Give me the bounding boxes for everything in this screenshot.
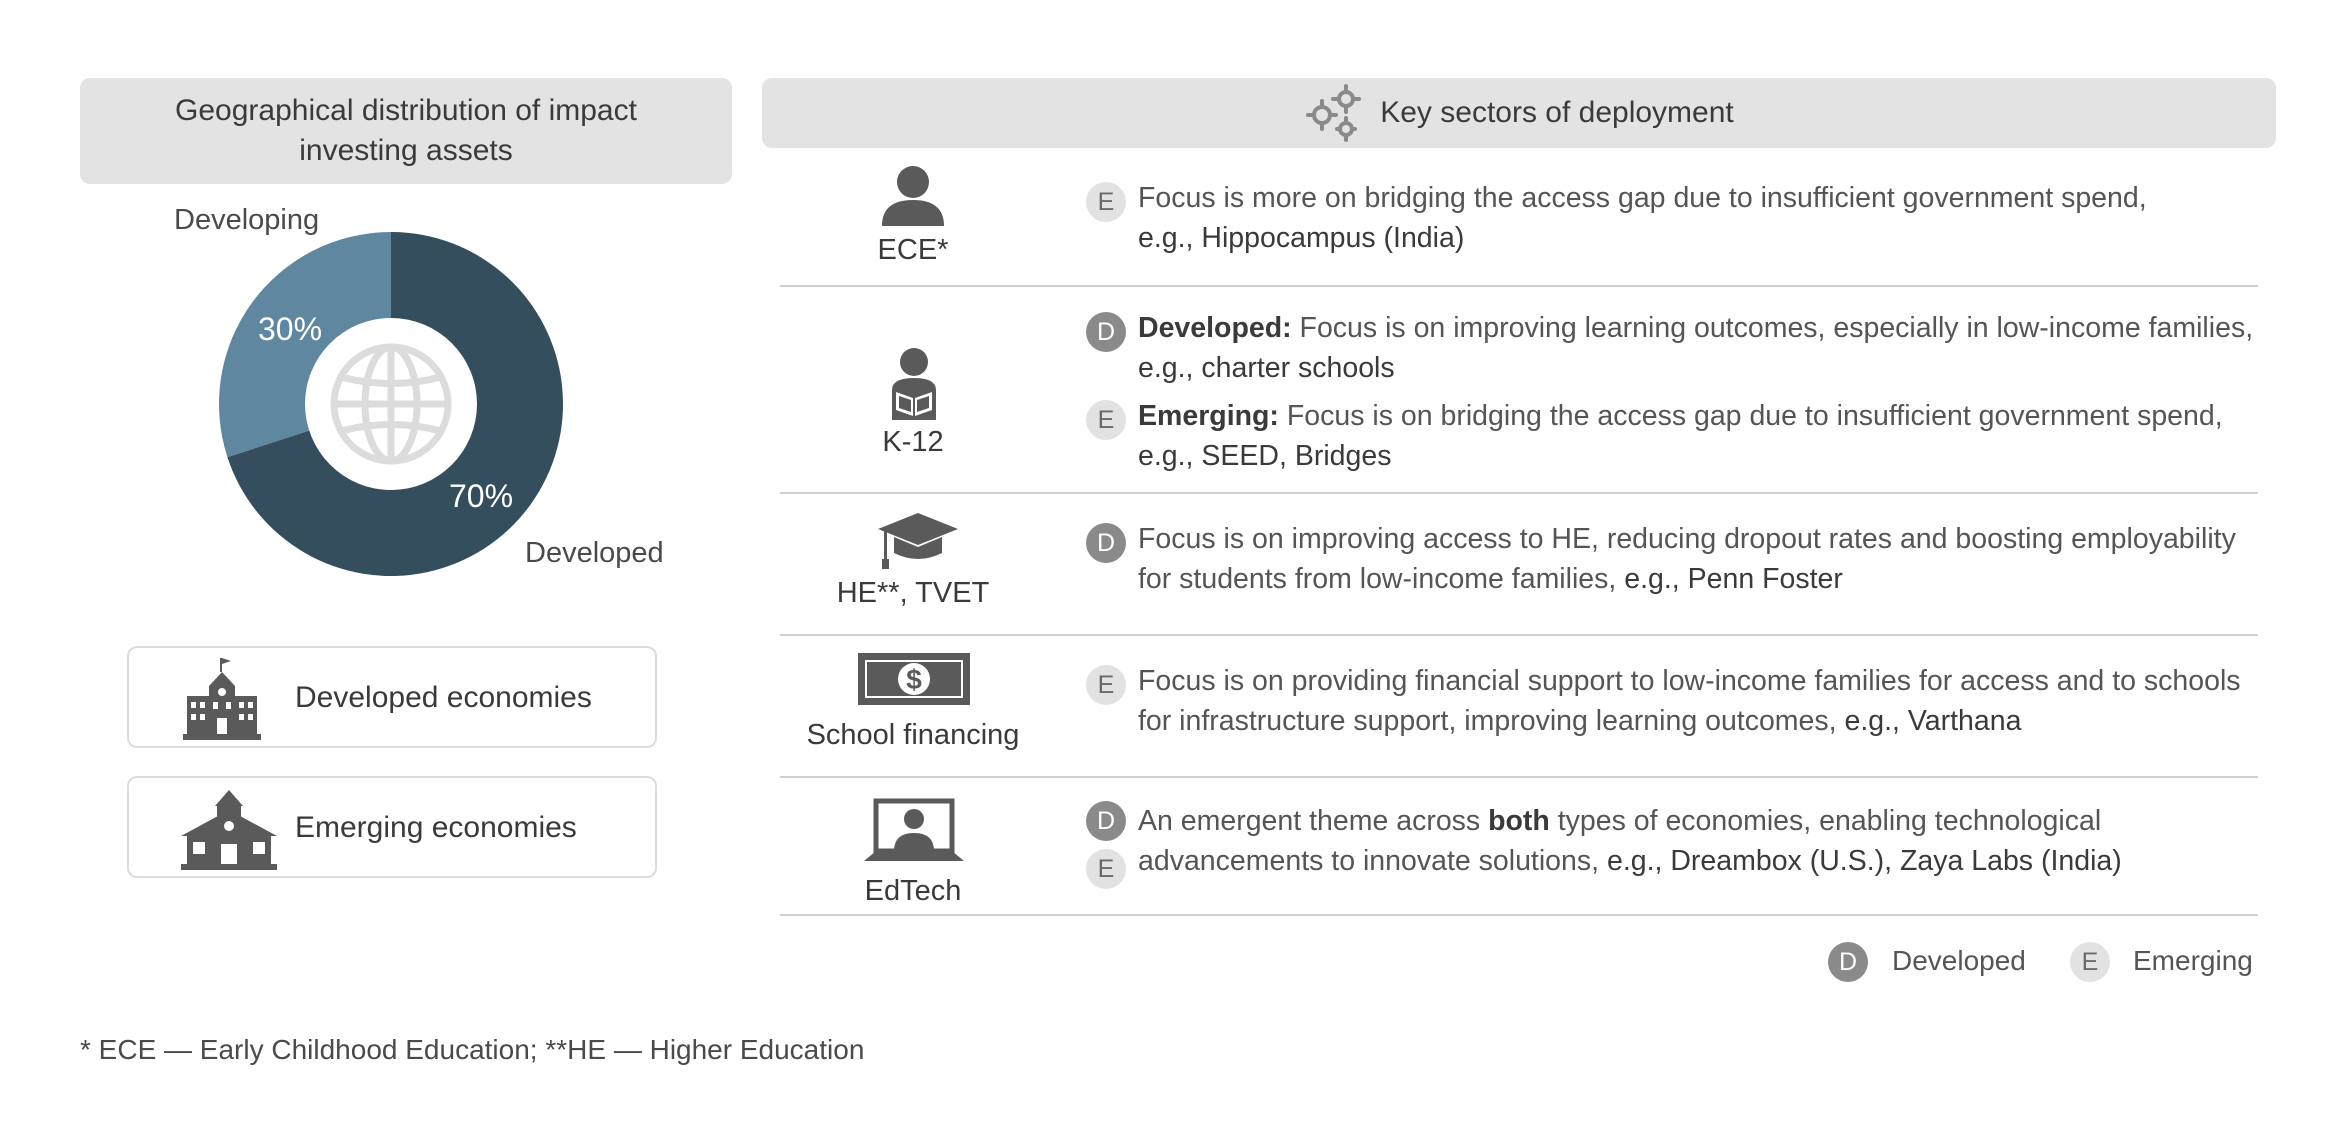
key-badge-emerging: E	[2070, 942, 2110, 982]
row-divider	[780, 776, 2258, 778]
desc-example: e.g., charter schools	[1138, 352, 1395, 384]
desc-emphasis: both	[1488, 805, 1550, 837]
badge-emerging: E	[1086, 400, 1126, 440]
badge-developed: D	[1086, 312, 1126, 352]
row-divider	[780, 634, 2258, 636]
sector-row-ece	[780, 160, 2258, 286]
legend-developed-economies	[127, 646, 657, 748]
slice-label-developing: Developing	[174, 204, 320, 236]
desc-example: e.g., SEED, Bridges	[1138, 440, 1392, 472]
donut-chart	[0, 0, 740, 620]
sectors-panel-title	[762, 78, 2276, 148]
slice-value-label-developing: 30%	[257, 311, 323, 347]
schoolhouse-icon	[179, 786, 279, 872]
slice-value-label-developed: 70%	[448, 478, 514, 514]
sectors-title-text: Key sectors of deployment	[1380, 96, 1734, 129]
slice-label-developed: Developed	[525, 537, 664, 569]
sector-name-school-financing: School financing	[806, 719, 1020, 751]
sector-desc-k12-developed	[1138, 308, 2258, 388]
legend-emerging-economies	[127, 776, 657, 878]
sector-name-edtech: EdTech	[864, 875, 962, 907]
desc-text: types of economies, enabling technological advancements to innovate solutions,	[1138, 805, 2102, 877]
desc-example: e.g., Penn Foster	[1624, 563, 1843, 595]
badge-emerging: E	[1086, 665, 1126, 705]
sector-row-he-tvet	[780, 495, 2258, 635]
sector-row-school-financing	[780, 637, 2258, 777]
desc-text: Focus is on providing financial support to low-income families for access and to schools for infrastructure support, improving learning outcomes,	[1138, 665, 2241, 737]
row-divider	[780, 492, 2258, 494]
desc-lead: Emerging:	[1138, 400, 1279, 432]
desc-text: Focus is on improving access to HE, reducing dropout rates and boosting employability for students from low-income families,	[1138, 523, 2236, 595]
desc-text: Focus is on improving learning outcomes, especially in low-income families,	[1291, 312, 2254, 344]
desc-example: e.g., Dreambox (U.S.), Zaya Labs (India)	[1606, 845, 2122, 877]
laptop-user-icon	[862, 797, 966, 863]
school-building-icon	[179, 656, 265, 742]
sector-desc-ece	[1138, 178, 2258, 258]
graduation-cap-icon	[876, 511, 960, 571]
distribution-title-text: Geographical distribution of impact investing assets	[175, 94, 637, 167]
student-reading-icon	[886, 346, 942, 422]
key-badge-developed: D	[1828, 942, 1868, 982]
row-divider	[780, 914, 2258, 916]
legend-emerging-label: Emerging economies	[295, 811, 577, 844]
sector-desc-school-financing	[1138, 661, 2258, 741]
dollar-symbol: $	[906, 664, 922, 695]
globe-icon	[334, 347, 448, 461]
badge-emerging: E	[1086, 849, 1126, 889]
sector-desc-k12-emerging	[1138, 396, 2258, 476]
person-icon	[878, 164, 948, 228]
key-label-developed: Developed	[1892, 945, 2026, 976]
sector-desc-edtech	[1138, 801, 2138, 881]
desc-text: Focus is more on bridging the access gap due to insufficient government spend,	[1138, 182, 2147, 214]
desc-example: e.g., Hippocampus (India)	[1138, 222, 1465, 254]
desc-lead: Developed:	[1138, 312, 1292, 344]
footnote: * ECE — Early Childhood Education; **HE — Higher Education	[80, 1034, 865, 1065]
sector-name-he-tvet: HE**, TVET	[836, 577, 990, 609]
row-divider	[780, 285, 2258, 287]
badge-developed: D	[1086, 523, 1126, 563]
banknote-icon	[856, 651, 972, 707]
desc-example: e.g., Varthana	[1844, 705, 2022, 737]
sector-row-edtech	[780, 779, 2258, 915]
legend-developed-label: Developed economies	[295, 681, 592, 714]
key-label-emerging: Emerging	[2133, 945, 2253, 976]
gears-icon	[1304, 83, 1364, 143]
sector-name-k12: K-12	[882, 426, 944, 458]
sector-name-ece: ECE*	[877, 234, 949, 266]
desc-text: An emergent theme across	[1138, 805, 1489, 837]
sector-row-k12	[780, 288, 2258, 492]
badge-developed: D	[1086, 801, 1126, 841]
desc-text: Focus is on bridging the access gap due to insufficient government spend,	[1278, 400, 2223, 432]
sector-desc-he-tvet	[1138, 519, 2258, 599]
badge-emerging: E	[1086, 182, 1126, 222]
